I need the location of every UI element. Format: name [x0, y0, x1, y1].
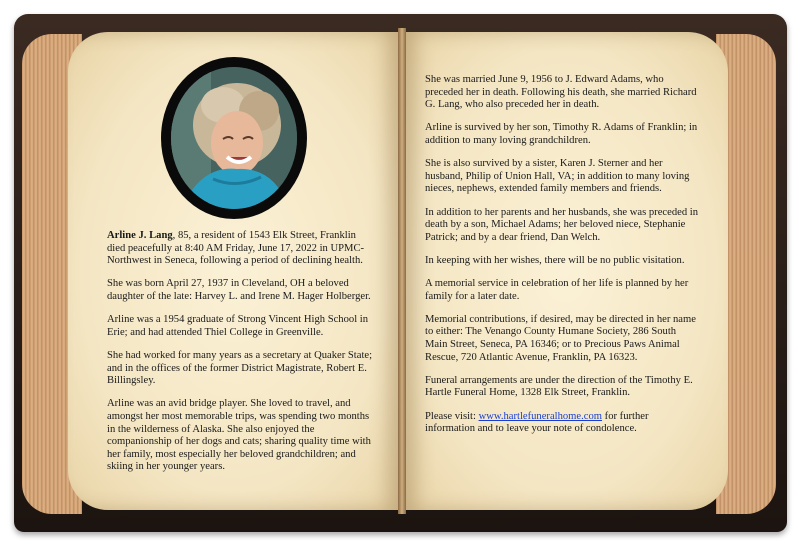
- preceded-paragraph: In addition to her parents and her husbands, she was preceded in death by a son, Michael Adams; her beloved niece, Stephanie Patrick; and by a dear friend, Dan Welch.: [425, 206, 699, 243]
- book-spine: [398, 28, 406, 514]
- education-paragraph: Arline was a 1954 graduate of Strong Vincent High School in Erie; and had attended Thiel College in Greenville.: [107, 314, 369, 338]
- visit-suffix: for further information and to leave your note of condolence.: [425, 410, 649, 435]
- deceased-name: Arline J. Lang: [107, 230, 173, 241]
- contributions-paragraph: Memorial contributions, if desired, may be directed in her name to either: The Venango County Humane Society, 286 South Main Street, Seneca, PA 16346; or to Precious Paws Animal Rescue, 720 Atlantic Avenue, Franklin, PA 16323.: [425, 313, 696, 363]
- portrait-frame: [161, 57, 307, 219]
- survived-son-paragraph: Arline is survived by her son, Timothy R. Adams of Franklin; in addition to many loving grandchildren.: [425, 122, 698, 146]
- hobbies-paragraph: Arline was an avid bridge player. She loved to travel, and amongst her most memorable trips, was spending two months in the wilderness of Alaska. She also enjoyed the companionship of her dogs and cats; sharing quality time with her family, most especially her beloved grandchildren; and skiing in her younger years.: [107, 398, 371, 473]
- work-paragraph: She had worked for many years as a secretary at Quaker State; and in the offices of the former District Magistrate, Robert E. Billingsley.: [107, 349, 373, 387]
- visitation-paragraph: In keeping with her wishes, there will be no public visitation.: [425, 254, 685, 266]
- survived-sister-paragraph: She is also survived by a sister, Karen J. Sterner and her husband, Philip of Union Hall, VA; in addition to many loving nieces, nephews, extended family members and friends.: [425, 158, 690, 195]
- marriage-paragraph: She was married June 9, 1956 to J. Edward Adams, who preceded her in death. Following his death, she married Richard G. Lang, who also preceded her in death.: [425, 74, 697, 111]
- portrait-illustration: [171, 67, 297, 209]
- intro-text: , 85, a resident of 1543 Elk Street, Franklin died peacefully at 8:40 AM Friday, June 17, 2022 in UPMC-Northwest in Seneca, following a period of declining health.: [107, 230, 365, 267]
- memorial-service-paragraph: A memorial service in celebration of her life is planned by her family for a later date.: [425, 278, 689, 302]
- visit-prefix: Please visit:: [425, 410, 479, 422]
- right-page-text: [425, 74, 700, 446]
- visit-paragraph: [425, 411, 700, 436]
- portrait-photo: [171, 67, 297, 209]
- birth-paragraph: She was born April 27, 1937 in Cleveland, OH a beloved daughter of the late: Harvey L. and Irene M. Hager Holberger.: [107, 278, 371, 302]
- funeral-home-link[interactable]: www.hartlefuneralhome.com: [478, 410, 603, 422]
- arrangements-paragraph: Funeral arrangements are under the direction of the Timothy E. Hartle Funeral Home, 1328 Elk Street, Franklin.: [425, 374, 693, 399]
- left-page-text: [107, 230, 375, 484]
- obit-intro-paragraph: [107, 230, 375, 268]
